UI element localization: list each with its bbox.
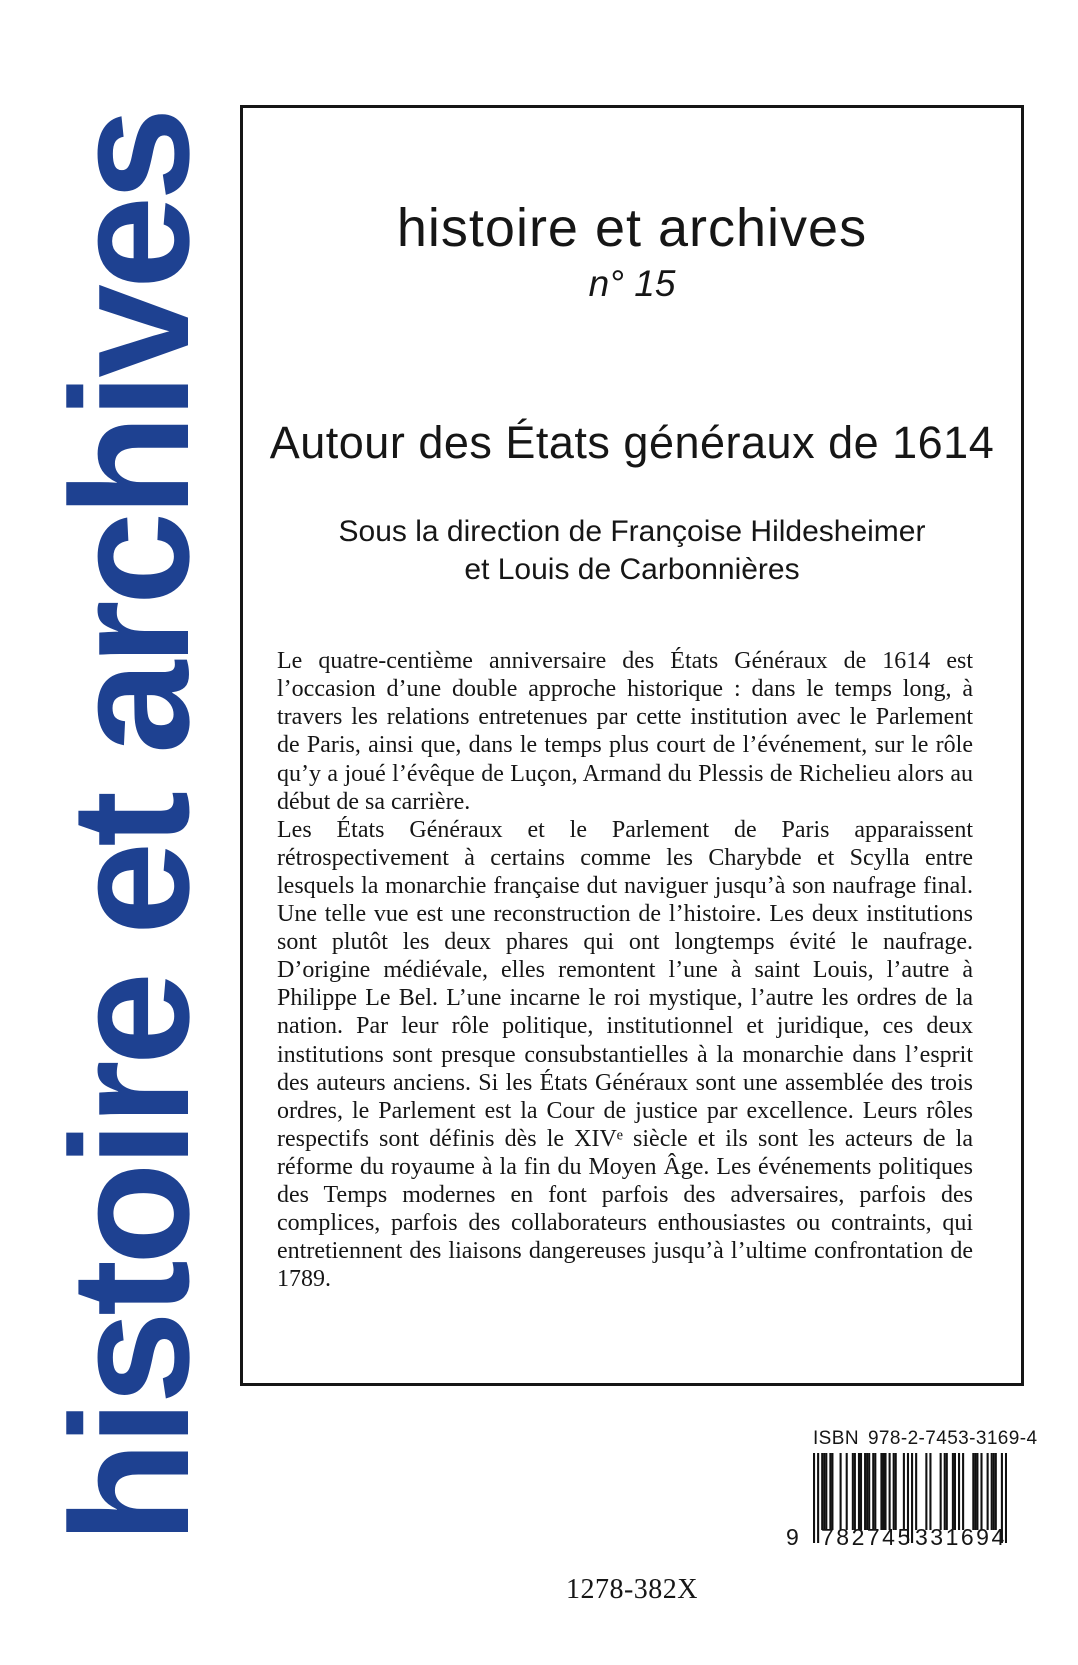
editors-line-2: et Louis de Carbonnières [464, 553, 800, 587]
editors-line-1: Sous la direction de Françoise Hildesheimer [338, 515, 926, 549]
back-cover-blurb [243, 647, 1021, 1293]
isbn-block [786, 1428, 1038, 1550]
blurb-paragraph-2: Les États Généraux et le Parlement de Paris apparaissent rétrospectivement à certains comme les Charybde et Scylla entre lesquels la monarchie française dut naviguer jusqu’à son naufrage final. Une telle vue est une reconstruction de l’histoire. Les deux institutions sont plutôt les deux phares qui ont longtemps évité le naufrage. D’origine médiévale, elles remontent l’une à saint Louis, l’autre à Philippe Le Bel. L’une incarne le roi mystique, l’autre les ordres de la nation. Par leur rôle politique, institutionnel et juridique, ces deux institutions sont presque consubstantielles à la monarchie dans l’esprit des auteurs anciens. Si les États Généraux sont une assemblée des trois ordres, le Parlement est la Cour de justice par excellence. Leurs rôles respectifs sont définis dès le XIVᵉ siècle et ils sont les acteurs de la réforme du royaume à la fin du Moyen Âge. Les événements politiques des Temps modernes en font parfois des adversaires, parfois des complices, parfois des collaborateurs enthousiastes ou contraints, qui entretiennent des liaisons dangereuses jusqu’à l’ultime confrontation de 1789. [277, 816, 973, 1293]
journal-name: histoire et archives [396, 198, 868, 258]
isbn-value: 978-2-7453-3169-4 [867, 1428, 1038, 1449]
isbn-line [813, 1428, 1038, 1450]
blurb-paragraph-1: Le quatre-centième anniversaire des États Généraux de 1614 est l’occasion d’une double approche historique : dans le temps long, à travers les relations entretenues par cette institution avec le Parlement de Paris, ainsi que, dans le temps plus court de l’événement, sur le rôle qu’y a joué l’évêque de Luçon, Armand du Plessis de Richelieu alors au début de sa carrière. [277, 648, 973, 815]
isbn-label: ISBN [813, 1428, 859, 1449]
journal-title-vertical: histoire et archives [36, 112, 224, 1544]
issn-number: 1278-382X [565, 1574, 699, 1605]
editors [243, 513, 1021, 589]
cover-frame [240, 105, 1024, 1386]
barcode-digit-prefix: 9 [786, 1524, 799, 1550]
issue-number: n° 15 [588, 262, 676, 304]
barcode-digit-group-1: 782745 [821, 1524, 913, 1550]
volume-title: Autour des États généraux de 1614 [269, 416, 995, 468]
barcode-digit-group-2: 331694 [915, 1524, 1007, 1550]
